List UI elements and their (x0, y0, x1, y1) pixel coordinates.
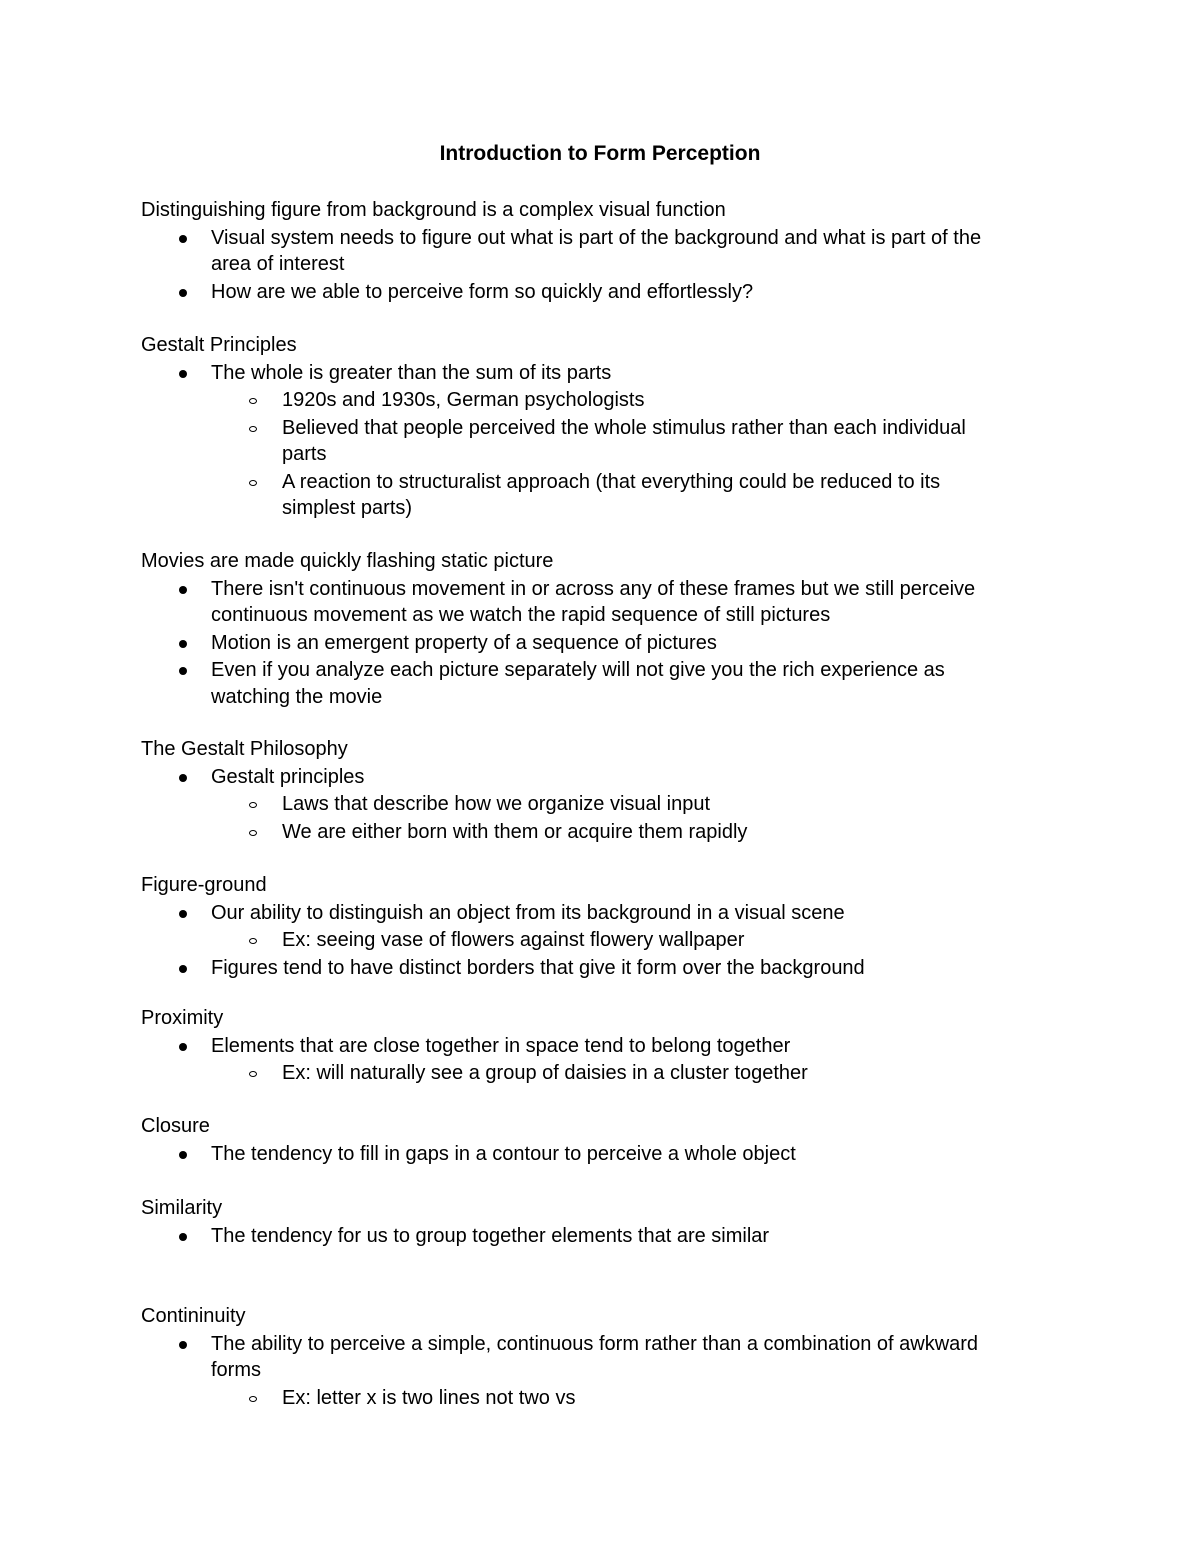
section-heading: Proximity (141, 1007, 224, 1029)
sub-bullet-item-text: Ex: seeing vase of flowers against flowery wallpaper (282, 929, 745, 951)
sub-bullet-circle-icon (249, 1071, 257, 1077)
sub-bullet-circle-icon (249, 480, 257, 486)
sub-bullet-circle-icon (249, 802, 257, 808)
bullet-item-text: continuous movement as we watch the rapid sequence of still pictures (211, 604, 831, 626)
sub-bullet-circle-icon (249, 830, 257, 836)
section-heading: Contininuity (141, 1305, 246, 1327)
sub-bullet-item-text: parts (282, 443, 327, 465)
bullet-dot-icon (179, 1233, 187, 1241)
sub-bullet-item-text: simplest parts) (282, 497, 413, 519)
section-heading: Similarity (141, 1197, 223, 1219)
bullet-dot-icon (179, 586, 187, 594)
bullet-item-text: The tendency for us to group together elements that are similar (211, 1224, 770, 1247)
bullet-dot-icon (179, 965, 187, 973)
sub-bullet-circle-icon (249, 938, 257, 944)
section-heading: The Gestalt Philosophy (141, 738, 348, 760)
sub-bullet-item-text: Laws that describe how we organize visual input (282, 793, 711, 815)
bullet-item-text: Our ability to distinguish an object from its background in a visual scene (211, 901, 845, 924)
bullet-item-text: There isn't continuous movement in or across any of these frames but we still perceive (211, 577, 976, 600)
bullet-item-text: Elements that are close together in space tend to belong together (211, 1034, 791, 1057)
bullet-dot-icon (179, 774, 187, 782)
bullet-item-text: Gestalt principles (211, 765, 365, 788)
bullet-item-text: The ability to perceive a simple, continuous form rather than a combination of awkward (211, 1332, 979, 1355)
bullet-item-text: area of interest (211, 253, 345, 275)
sub-bullet-circle-icon (249, 1396, 257, 1402)
sub-bullet-item-text: We are either born with them or acquire them rapidly (282, 820, 748, 843)
sub-bullet-item-text: A reaction to structuralist approach (that everything could be reduced to its (282, 470, 941, 493)
sub-bullet-circle-icon (249, 398, 257, 404)
sub-bullet-item-text: Ex: will naturally see a group of daisies in a cluster together (282, 1062, 808, 1084)
sub-bullet-item-text: Ex: letter x is two lines not two vs (282, 1386, 576, 1409)
section-heading: Gestalt Principles (141, 334, 297, 356)
bullet-dot-icon (179, 910, 187, 918)
bullet-item-text: Even if you analyze each picture separately will not give you the rich experience as (211, 659, 945, 681)
section-heading: Movies are made quickly flashing static picture (141, 550, 554, 572)
bullet-dot-icon (179, 289, 187, 297)
bullet-dot-icon (179, 370, 187, 378)
bullet-item-text: The whole is greater than the sum of its parts (211, 361, 612, 384)
section-heading: Distinguishing figure from background is a complex visual function (141, 199, 726, 221)
bullet-item-text: forms (211, 1359, 261, 1381)
sub-bullet-item-text: Believed that people perceived the whole stimulus rather than each individual (282, 416, 966, 439)
bullet-item-text: Motion is an emergent property of a sequence of pictures (211, 631, 717, 654)
sub-bullet-item-text: 1920s and 1930s, German psychologists (282, 389, 645, 411)
section-heading: Closure (141, 1115, 210, 1137)
bullet-dot-icon (179, 1341, 187, 1349)
bullet-item-text: Figures tend to have distinct borders that give it form over the background (211, 956, 865, 979)
bullet-dot-icon (179, 667, 187, 675)
document-title: Introduction to Form Perception (439, 142, 761, 165)
bullet-item-text: The tendency to fill in gaps in a contour to perceive a whole object (211, 1142, 796, 1165)
sub-bullet-circle-icon (249, 426, 257, 432)
section-heading: Figure-ground (141, 874, 267, 896)
bullet-item-text: How are we able to perceive form so quickly and effortlessly? (211, 280, 754, 303)
bullet-dot-icon (179, 640, 187, 648)
bullet-dot-icon (179, 1151, 187, 1159)
bullet-item-text: watching the movie (211, 685, 383, 708)
bullet-dot-icon (179, 1043, 187, 1051)
bullet-dot-icon (179, 235, 187, 243)
bullet-item-text: Visual system needs to figure out what is part of the background and what is part of the (211, 226, 982, 249)
